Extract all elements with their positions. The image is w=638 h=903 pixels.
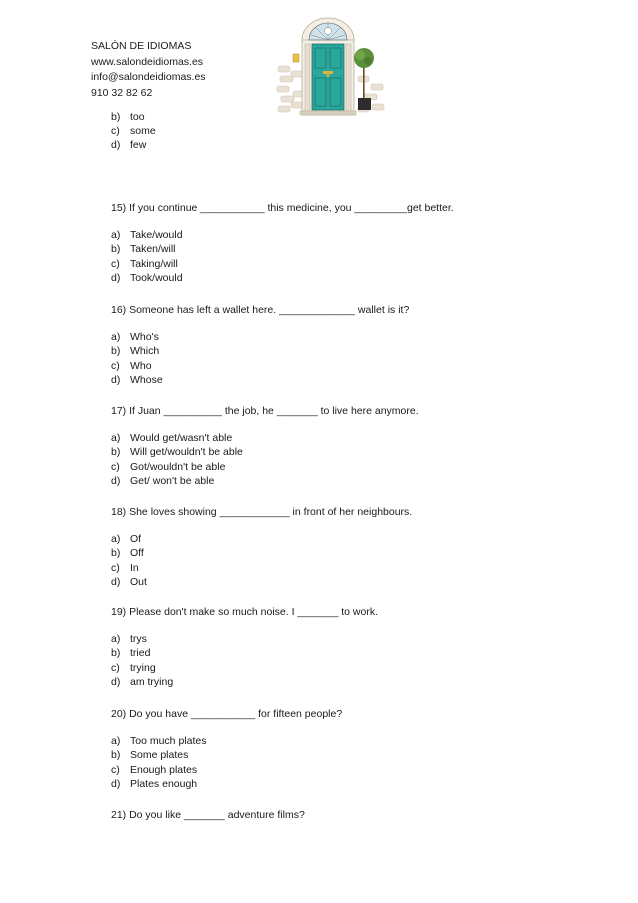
option-letter: a) xyxy=(111,229,121,241)
option-letter: c) xyxy=(111,461,120,473)
option-text: too xyxy=(130,111,145,123)
option-text: Out xyxy=(130,576,147,588)
answer-option[interactable] xyxy=(111,778,197,790)
school-header xyxy=(91,39,206,101)
option-letter: a) xyxy=(111,432,121,444)
option-text: some xyxy=(130,125,156,137)
option-text: tried xyxy=(130,647,151,659)
answer-option[interactable] xyxy=(111,139,146,151)
answer-option[interactable] xyxy=(111,125,156,137)
option-text: Taking/will xyxy=(130,258,178,270)
answer-option[interactable] xyxy=(111,764,197,776)
option-text: Will get/wouldn't be able xyxy=(130,446,243,458)
option-text: Take/would xyxy=(130,229,183,241)
option-text: Get/ won't be able xyxy=(130,475,215,487)
answer-option[interactable] xyxy=(111,360,152,372)
question-text: 15) If you continue ___________ this medicine, you _________get better. xyxy=(111,202,454,214)
option-text: Too much plates xyxy=(130,735,207,747)
question-text: 21) Do you like _______ adventure films? xyxy=(111,809,305,821)
option-text: Off xyxy=(130,547,144,559)
answer-option[interactable] xyxy=(111,533,141,545)
option-letter: c) xyxy=(111,360,120,372)
answer-option[interactable] xyxy=(111,446,243,458)
option-letter: c) xyxy=(111,764,120,776)
answer-option[interactable] xyxy=(111,662,156,674)
option-text: Of xyxy=(130,533,142,545)
answer-option[interactable] xyxy=(111,749,188,761)
option-letter: d) xyxy=(111,374,121,386)
option-text: trys xyxy=(130,633,147,645)
answer-option[interactable] xyxy=(111,633,147,645)
option-letter: b) xyxy=(111,547,121,559)
option-letter: b) xyxy=(111,111,121,123)
option-text: am trying xyxy=(130,676,174,688)
option-text: Who's xyxy=(130,331,159,343)
option-letter: d) xyxy=(111,272,121,284)
option-text: Whose xyxy=(130,374,163,386)
answer-option[interactable] xyxy=(111,562,139,574)
option-letter: b) xyxy=(111,647,121,659)
answer-option[interactable] xyxy=(111,576,147,588)
option-letter: d) xyxy=(111,475,121,487)
option-text: Who xyxy=(130,360,152,372)
option-letter: a) xyxy=(111,331,121,343)
question-text: 19) Please don't make so much noise. I _______ to work. xyxy=(111,606,378,618)
question-text: 20) Do you have ___________ for fifteen people? xyxy=(111,708,343,720)
school-email: info@salondeidiomas.es xyxy=(91,71,206,83)
answer-option[interactable] xyxy=(111,432,232,444)
question-text: 17) If Juan __________ the job, he _______ to live here anymore. xyxy=(111,405,419,417)
answer-option[interactable] xyxy=(111,345,159,357)
option-letter: b) xyxy=(111,749,121,761)
school-website: www.salondeidiomas.es xyxy=(91,55,204,68)
option-text: Taken/will xyxy=(130,243,176,255)
answer-option[interactable] xyxy=(111,676,173,688)
option-letter: d) xyxy=(111,576,121,588)
question-text: 18) She loves showing ____________ in front of her neighbours. xyxy=(111,506,413,518)
answer-option[interactable] xyxy=(111,243,176,255)
option-letter: c) xyxy=(111,662,120,674)
option-letter: d) xyxy=(111,139,121,151)
option-letter: c) xyxy=(111,125,120,137)
option-text: Would get/wasn't able xyxy=(130,432,233,444)
option-letter: a) xyxy=(111,735,121,747)
option-text: Took/would xyxy=(130,272,183,284)
option-letter: b) xyxy=(111,446,121,458)
answer-option[interactable] xyxy=(111,735,206,747)
option-letter: a) xyxy=(111,633,121,645)
option-letter: a) xyxy=(111,533,121,545)
answer-option[interactable] xyxy=(111,647,150,659)
option-letter: b) xyxy=(111,345,121,357)
school-phone: 910 32 82 62 xyxy=(91,86,153,99)
answer-option[interactable] xyxy=(111,111,145,123)
option-text: Got/wouldn't be able xyxy=(130,461,226,473)
option-text: trying xyxy=(130,662,156,674)
door-logo-icon xyxy=(276,16,386,116)
option-text: Which xyxy=(130,345,160,357)
option-text: In xyxy=(130,562,139,574)
answer-option[interactable] xyxy=(111,374,163,386)
option-letter: b) xyxy=(111,243,121,255)
option-text: few xyxy=(130,139,147,151)
option-text: Plates enough xyxy=(130,778,198,790)
answer-option[interactable] xyxy=(111,461,225,473)
option-letter: c) xyxy=(111,258,120,270)
option-letter: d) xyxy=(111,676,121,688)
option-letter: d) xyxy=(111,778,121,790)
option-letter: c) xyxy=(111,562,120,574)
question-text: 16) Someone has left a wallet here. _____________ wallet is it? xyxy=(111,304,410,316)
option-text: Some plates xyxy=(130,749,189,761)
answer-option[interactable] xyxy=(111,547,144,559)
answer-option[interactable] xyxy=(111,272,183,284)
answer-option[interactable] xyxy=(111,258,178,270)
answer-option[interactable] xyxy=(111,475,214,487)
option-text: Enough plates xyxy=(130,764,198,776)
school-name: SALÓN DE IDIOMAS xyxy=(91,40,192,52)
answer-option[interactable] xyxy=(111,331,159,343)
answer-option[interactable] xyxy=(111,229,183,241)
